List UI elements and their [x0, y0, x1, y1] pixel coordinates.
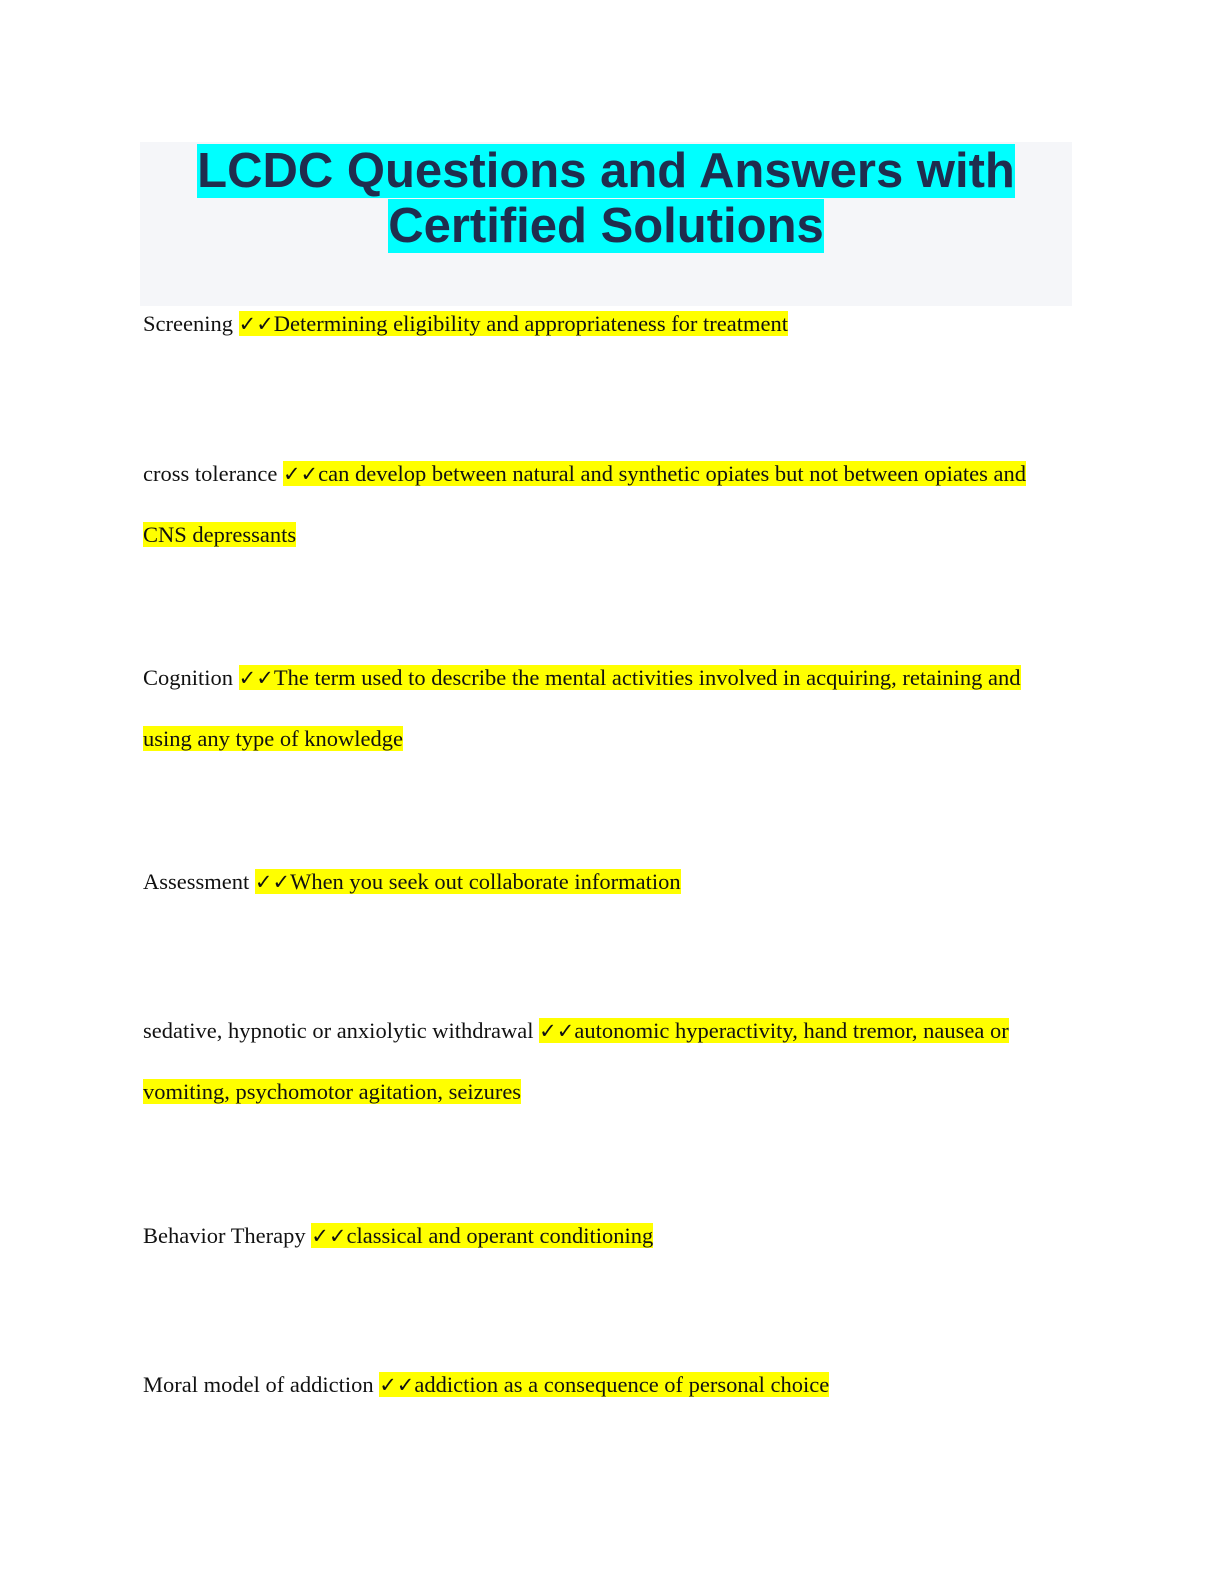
entry-answer-text: autonomic hyperactivity, hand tremor, nausea or vomiting, psychomotor agitation, seizures [143, 1018, 1009, 1104]
entry-answer [239, 311, 788, 336]
check-mark-icon: ✓✓ [238, 312, 274, 336]
entry-answer [311, 1223, 653, 1248]
check-mark-icon: ✓✓ [311, 1224, 347, 1248]
check-mark-icon: ✓✓ [379, 1373, 415, 1397]
entry-term: cross tolerance [143, 461, 283, 486]
entry-answer-text: can develop between natural and synthetic opiates but not between opiates and CNS depressants [143, 461, 1027, 547]
check-mark-icon: ✓✓ [254, 870, 291, 894]
entry-term: Cognition [143, 665, 239, 690]
qa-entry-assessment [143, 852, 1073, 913]
entry-answer [379, 1372, 829, 1397]
title-line-2: Certified Solutions [388, 199, 824, 253]
entry-answer-text: classical and operant conditioning [346, 1223, 654, 1248]
entry-term: Behavior Therapy [143, 1223, 312, 1248]
entry-term: sedative, hypnotic or anxiolytic withdrawal [143, 1018, 540, 1043]
qa-entry-cognition [143, 648, 1073, 768]
check-mark-icon: ✓✓ [539, 1019, 575, 1043]
entry-answer [143, 665, 1021, 751]
document-title-box [140, 142, 1072, 306]
entry-answer-text: Determining eligibility and appropriateness for treatment [273, 311, 789, 336]
check-mark-icon: ✓✓ [282, 462, 319, 486]
title-line-1: LCDC Questions and Answers with [197, 144, 1015, 198]
qa-entry-screening [143, 294, 1073, 355]
entry-answer-text: addiction as a consequence of personal choice [414, 1372, 830, 1397]
document-title [140, 142, 1072, 254]
entry-answer-text: The term used to describe the mental activities involved in acquiring, retaining and using any type of knowledge [143, 665, 1021, 751]
qa-entry-cross-tolerance [143, 444, 1073, 564]
entry-term: Moral model of addiction [143, 1372, 380, 1397]
entry-term: Assessment [143, 869, 255, 894]
entry-term: Screening [143, 311, 239, 336]
qa-entry-behavior-therapy [143, 1206, 1073, 1267]
qa-entry-moral-model [143, 1355, 1073, 1416]
entry-answer-text: When you seek out collaborate information [290, 869, 681, 894]
entry-answer [255, 869, 681, 894]
qa-entry-sedative-withdrawal [143, 1001, 1073, 1121]
check-mark-icon: ✓✓ [238, 666, 274, 690]
